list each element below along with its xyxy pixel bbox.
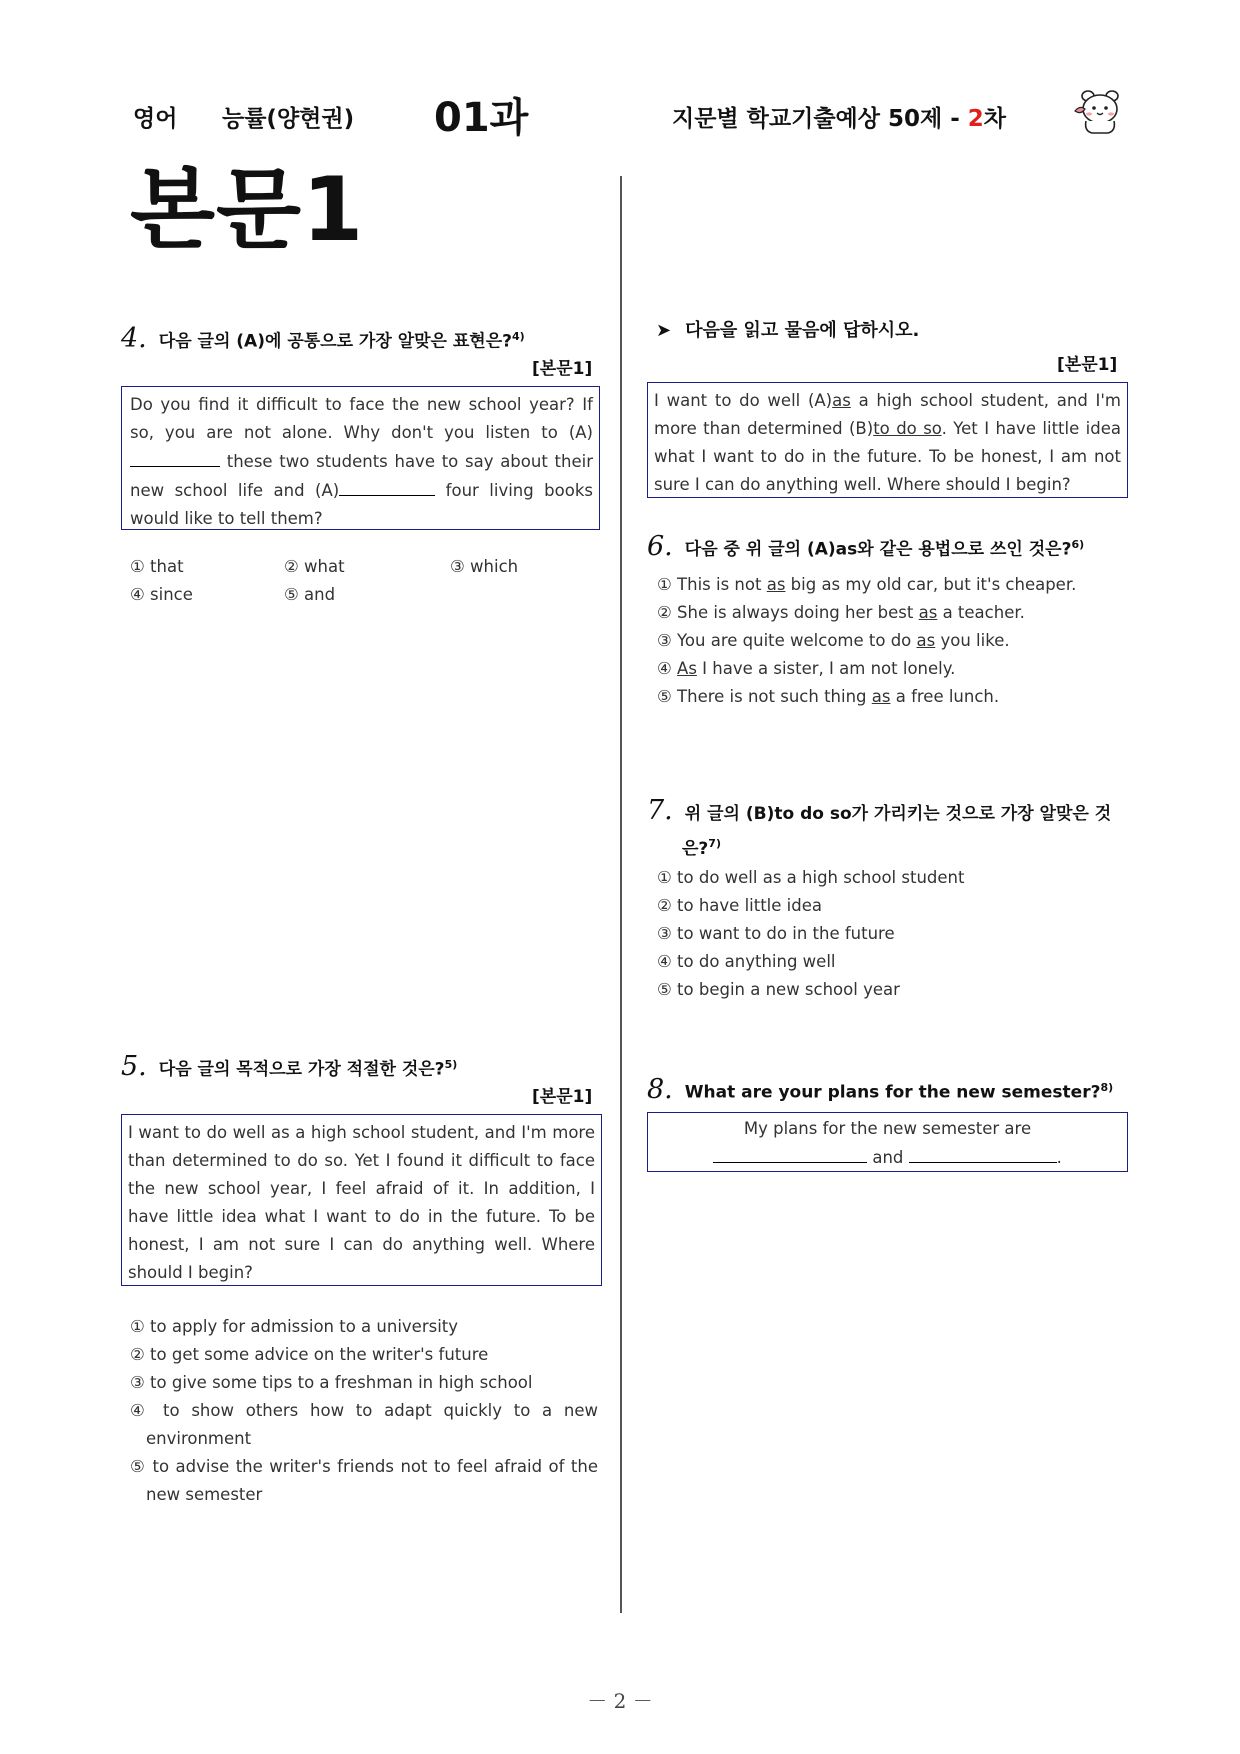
series-label (672, 100, 1006, 133)
q8-heading (647, 1073, 1113, 1108)
page-number: － 2 － (587, 1689, 653, 1713)
q5-footnote-ref: 5) (444, 1058, 458, 1071)
q7-options (657, 864, 1127, 1004)
shared-instruction (656, 316, 919, 346)
q6-options (657, 571, 1127, 711)
subject-label: 영어 (133, 106, 178, 132)
q4-footnote-ref: 4) (512, 330, 525, 343)
shared-passage-text2: a high school student, and I'm more than determined (B) (654, 391, 1121, 438)
q4-option[interactable]: ② what (284, 557, 345, 576)
q8-answer-line1: My plans for the new semester are (743, 1119, 1032, 1138)
q6-option-underlined: as (916, 631, 936, 650)
q6-option-pre: ③ You are quite welcome to do (657, 631, 917, 650)
shared-source: [본문1] (1057, 355, 1118, 375)
column-divider (620, 176, 622, 1613)
q5-passage: I want to do well as a high school student, and I'm more than determined to do so. Yet I found it difficult to face the new school year, I feel afraid of it. In addition, I have little idea what I want to do in the future. To be honest, I am not sure I can do anything well. Where should I begin? (121, 1114, 602, 1286)
q6-option-underlined: As (677, 659, 697, 678)
q6-heading (647, 530, 1084, 565)
q4-passage-text1: Do you find it difficult to face the new school year? If so, you are not alone. Why don't you listen to (130, 395, 593, 442)
q6-option-post: big as my old car, but it's cheaper. (785, 575, 1077, 594)
q8-blank-2[interactable] (909, 1143, 1057, 1163)
q7-option[interactable]: ① to do well as a high school student (657, 868, 965, 887)
q4-options (130, 553, 600, 609)
q6-number: 6. (647, 530, 673, 562)
q5-heading (121, 1050, 457, 1085)
shared-passage (647, 382, 1128, 498)
q6-option-pre: ① This is not (657, 575, 767, 594)
q5-option[interactable]: ③ to give some tips to a freshman in high school (130, 1373, 533, 1392)
q8-answer-and: and (872, 1148, 904, 1167)
q5-option[interactable]: ④ to show others how to adapt quickly to a new environment (130, 1401, 598, 1448)
q8-answer-line2 (654, 1143, 1121, 1172)
q5-prompt: 다음 글의 목적으로 가장 적절한 것은? (158, 1059, 445, 1080)
q4-blank-2 (339, 476, 435, 496)
q7-prompt-line2: 은? (682, 838, 709, 859)
q7-heading (647, 796, 1127, 864)
q6-option-post: you like. (935, 631, 1010, 650)
q6-option-underlined: as (918, 603, 938, 622)
series-suffix: 차 (983, 106, 1006, 132)
q8-prompt: What are your plans for the new semester? (684, 1082, 1101, 1103)
q6-option[interactable] (657, 571, 1127, 599)
q8-footnote-ref: 8) (1100, 1081, 1114, 1094)
q6-option-post: a free lunch. (890, 687, 1000, 706)
q7-option[interactable]: ⑤ to begin a new school year (657, 980, 900, 999)
q8-answer-end: . (1056, 1148, 1062, 1167)
q4-passage (121, 386, 600, 530)
bear-mascot-icon (1072, 87, 1128, 137)
q4-heading (121, 322, 525, 357)
q4-passage-text2: these two students have to say about their new school life and (130, 452, 593, 500)
q7-footnote-ref: 7) (708, 837, 721, 850)
q7-number: 7. (647, 795, 673, 826)
q5-number: 5. (121, 1050, 147, 1082)
q6-option-pre: ⑤ There is not such thing (657, 687, 872, 706)
q4-blank-label-2: (A) (315, 481, 340, 500)
q7-prompt-line1: 위 글의 (B)to do so가 가리키는 것으로 가장 알맞은 것 (684, 804, 1112, 824)
q4-option[interactable]: ① that (130, 557, 184, 576)
q5-option[interactable]: ② to get some advice on the writer's future (130, 1345, 489, 1364)
q6-footnote-ref: 6) (1071, 538, 1085, 551)
q4-blank-1 (130, 447, 220, 467)
q6-option[interactable] (657, 683, 1127, 711)
q7-option[interactable]: ④ to do anything well (657, 952, 836, 971)
q4-option[interactable]: ⑤ and (284, 585, 336, 604)
shared-passage-text1: I want to do well (A) (654, 391, 833, 410)
q6-prompt: 다음 중 위 글의 (A)as와 같은 용법으로 쓰인 것은? (684, 539, 1072, 560)
q6-option-pre: ④ (657, 659, 678, 678)
q8-blank-1[interactable] (713, 1143, 867, 1163)
q6-option[interactable] (657, 627, 1127, 655)
series-prefix: 지문별 학교기출예상 50제 - (672, 106, 968, 132)
q6-option[interactable] (657, 655, 1127, 683)
q8-answer-box (647, 1112, 1128, 1172)
q6-option[interactable] (657, 599, 1127, 627)
series-round: 2 (967, 106, 984, 132)
q8-number: 8. (647, 1073, 673, 1105)
shared-passage-text3: . Yet I have little idea what I want to do in the future. To be honest, I am not sure I can do anything well. Where should I begin? (654, 419, 1121, 494)
q6-option-underlined: as (871, 687, 891, 706)
q4-prompt: 다음 글의 (A)에 공통으로 가장 알맞은 표현은? (158, 331, 513, 352)
q4-source: [본문1] (532, 359, 593, 379)
q6-option-pre: ② She is always doing her best (657, 603, 919, 622)
q5-option[interactable]: ① to apply for admission to a university (130, 1317, 459, 1336)
shared-passage-underline-b: to do so (873, 419, 942, 438)
q5-options (130, 1313, 598, 1509)
lesson-label: 01과 (434, 95, 529, 141)
textbook-label: 능률(양현권) (222, 106, 355, 132)
q4-option[interactable]: ④ since (130, 585, 193, 604)
shared-passage-underline-a: as (832, 391, 851, 410)
q4-passage-text3: four living books would like to tell them? (130, 481, 593, 528)
page-header (0, 84, 1240, 144)
q4-blank-label-1: (A) (568, 423, 593, 442)
q6-option-post: a teacher. (937, 603, 1025, 622)
q5-option[interactable]: ⑤ to advise the writer's friends not to feel afraid of the new semester (130, 1457, 598, 1504)
q6-option-underlined: as (766, 575, 786, 594)
q6-option-post: I have a sister, I am not lonely. (696, 659, 956, 678)
q7-option[interactable]: ② to have little idea (657, 896, 822, 915)
q5-source: [본문1] (532, 1087, 593, 1107)
q4-option[interactable]: ③ which (450, 557, 519, 576)
q7-option[interactable]: ③ to want to do in the future (657, 924, 895, 943)
arrow-bullet-icon: ➤ (656, 320, 672, 341)
page-title: 본문1 (130, 158, 365, 261)
q4-number: 4. (121, 322, 147, 354)
shared-instruction-text: 다음을 읽고 물음에 답하시오. (685, 320, 920, 341)
